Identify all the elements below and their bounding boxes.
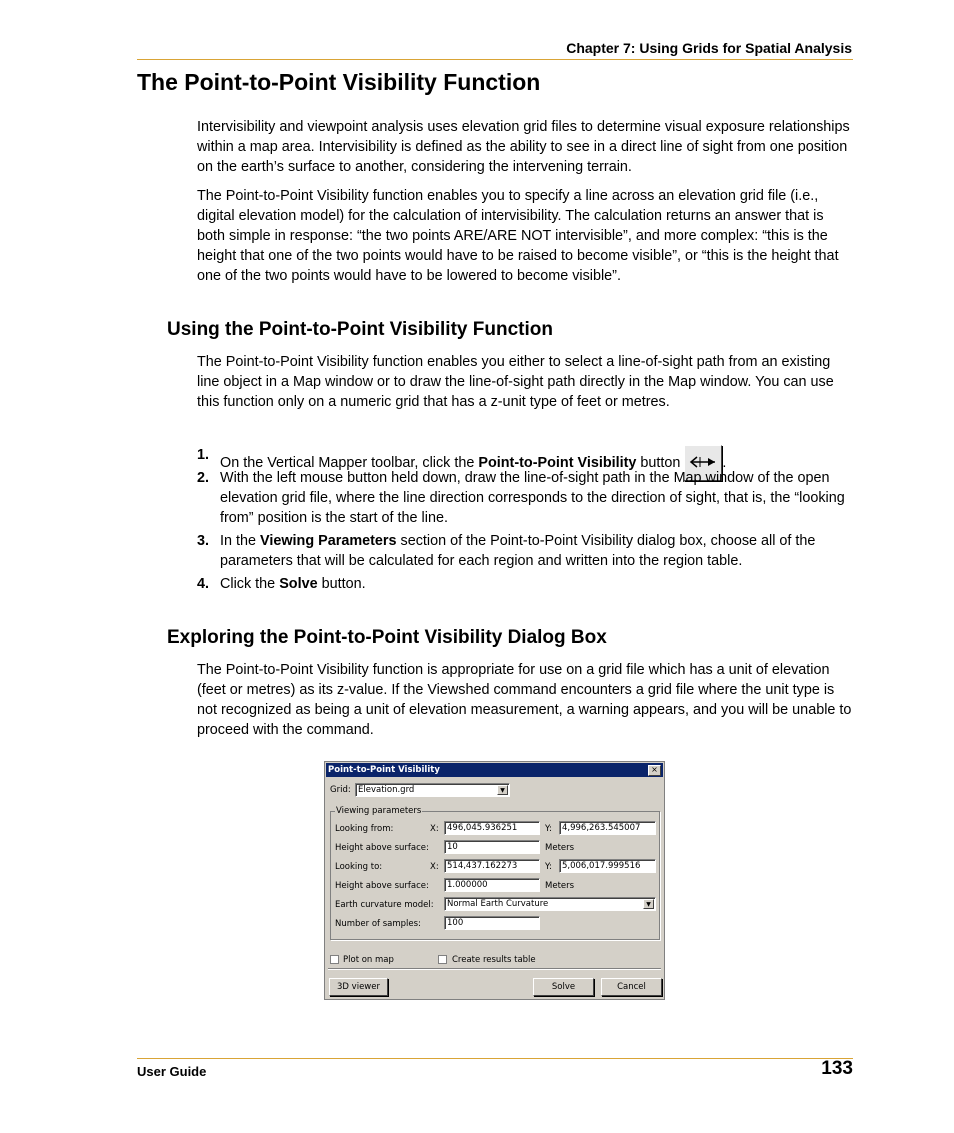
solve-button[interactable]: Solve: [533, 978, 594, 996]
looking-to-y-input[interactable]: 5,006,017.999516: [559, 859, 656, 873]
section-heading-using: Using the Point-to-Point Visibility Function: [167, 319, 553, 340]
create-results-table-label: Create results table: [452, 955, 536, 965]
step-text: .: [722, 454, 727, 471]
looking-from-label: Looking from:: [335, 824, 394, 834]
units-label-2: Meters: [545, 881, 575, 891]
close-icon[interactable]: ×: [648, 765, 661, 776]
to-y-label: Y:: [545, 862, 552, 872]
intro-paragraph-1: Intervisibility and viewpoint analysis uses elevation grid files to determine visual exposure relationships within a map area. Intervisibility is defined as the ability to see in a direct line of sight from one position on the earth’s surface to another, considering the intervening terrain.: [197, 119, 850, 175]
earth-curvature-label: Earth curvature model:: [335, 900, 434, 910]
looking-from-x-input[interactable]: 496,045.936251: [444, 821, 540, 835]
page-title: The Point-to-Point Visibility Function: [137, 69, 541, 95]
plot-on-map-checkbox[interactable]: [330, 955, 339, 964]
looking-to-label: Looking to:: [335, 862, 383, 872]
footer-user-guide: User Guide: [137, 1064, 207, 1079]
earth-curvature-select[interactable]: [444, 897, 656, 911]
number-of-samples-label: Number of samples:: [335, 919, 421, 929]
chevron-down-icon[interactable]: ▼: [497, 785, 508, 795]
grid-select-value: Elevation.grd: [358, 785, 415, 795]
step-text: In the: [220, 533, 261, 549]
step-number: 1.: [197, 447, 210, 463]
step-number: 3.: [197, 533, 210, 549]
grid-label: Grid:: [330, 785, 351, 795]
step-text: section of the Point-to-Point Visibility dialog box, choose all of the parameters that will be calculated for each region and written into the region table.: [220, 533, 816, 569]
from-y-label: Y:: [545, 824, 552, 834]
chapter-header: Chapter 7: Using Grids for Spatial Analysis: [566, 40, 852, 56]
units-label-1: Meters: [545, 843, 575, 853]
step-bold-text: Point-to-Point Visibility: [478, 454, 637, 471]
earth-curvature-value: Normal Earth Curvature: [447, 899, 549, 909]
height-from-input[interactable]: 10: [444, 840, 540, 854]
step-text: With the left mouse button held down, draw the line-of-sight path in the Map window of the open elevation grid file, where the line direction corresponds to the direction of sight, that is, the “looking from” position is the start of the line.: [220, 470, 845, 526]
cancel-button[interactable]: Cancel: [601, 978, 662, 996]
to-x-label: X:: [430, 862, 439, 872]
looking-to-x-input[interactable]: 514,437.162273: [444, 859, 540, 873]
dialog-separator: [328, 968, 661, 970]
looking-from-y-input[interactable]: 4,996,263.545007: [559, 821, 656, 835]
step-number: 2.: [197, 470, 210, 486]
step-text: On the Vertical Mapper toolbar, click the: [220, 454, 479, 471]
height-to-input[interactable]: 1.000000: [444, 878, 540, 892]
step-bold-text: Solve: [279, 576, 318, 592]
chevron-down-icon[interactable]: ▼: [643, 899, 654, 909]
page-number: 133: [821, 1058, 853, 1079]
step-text: button.: [317, 576, 366, 592]
step-2: [197, 468, 853, 528]
from-x-label: X:: [430, 824, 439, 834]
point-to-point-visibility-dialog: [324, 761, 665, 1000]
plot-on-map-label: Plot on map: [343, 955, 394, 965]
intro-paragraph-2: The Point-to-Point Visibility function enables you to specify a line across an elevation grid file (i.e., digital elevation model) for the calculation of intervisibility. The calculation returns an answer that is both simple in response: “the two points ARE/ARE NOT intervisible”, and more complex: “this is the height that one of the two points would have to be raised to become visible”, or “this is the height that one of the two points would have to be lowered to become visible”.: [197, 188, 839, 284]
step-4: [197, 574, 853, 594]
section-exploring-paragraph: The Point-to-Point Visibility function is appropriate for use on a grid file which has a unit of elevation (feet or metres) as its z-value. If the Viewshed command encounters a grid file where the unit type is not recognized as being a unit of elevation measurement, a warning appears, and you will be unable to proceed with the command.: [197, 662, 852, 738]
height-above-surface-label-2: Height above surface:: [335, 881, 429, 891]
create-results-table-checkbox[interactable]: [438, 955, 447, 964]
grid-select[interactable]: [355, 783, 510, 797]
step-text: button: [636, 454, 681, 471]
header-rule: [137, 59, 853, 60]
step-3: [197, 531, 853, 571]
step-bold-text: Viewing Parameters: [260, 533, 397, 549]
height-above-surface-label-1: Height above surface:: [335, 843, 429, 853]
dialog-title: Point-to-Point Visibility: [326, 763, 663, 777]
3d-viewer-button[interactable]: 3D viewer: [329, 978, 388, 996]
footer-rule: [137, 1058, 853, 1059]
section-heading-exploring: Exploring the Point-to-Point Visibility Dialog Box: [167, 627, 607, 648]
viewing-parameters-label: Viewing parameters: [336, 806, 422, 816]
step-number: 4.: [197, 576, 210, 592]
number-of-samples-input[interactable]: 100: [444, 916, 540, 930]
step-text: Click the: [220, 576, 280, 592]
section-using-paragraph: The Point-to-Point Visibility function enables you either to select a line-of-sight path from an existing line object in a Map window or to draw the line-of-sight path directly in the Map window. You can use this function only on a numeric grid that has a z-unit type of feet or metres.: [197, 354, 834, 410]
